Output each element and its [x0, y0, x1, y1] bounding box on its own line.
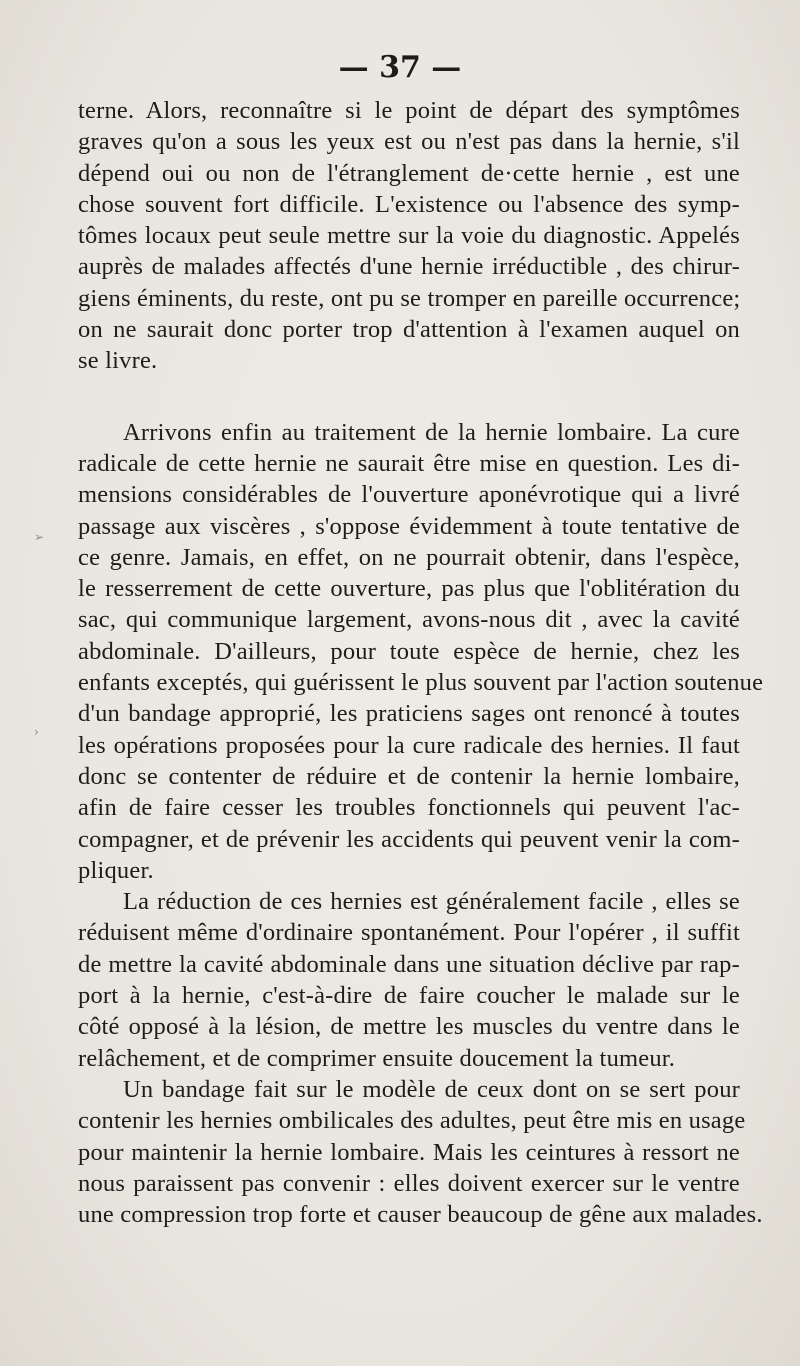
text-line: enfants exceptés, qui guérissent le plus souvent par l'action soutenue — [78, 669, 764, 697]
text-line: le resserrement de cette ouverture, pas plus que l'oblitération du — [78, 575, 740, 603]
text-line: auprès de malades affectés d'une hernie irréductible , des chirur- — [78, 253, 740, 281]
text-line: mensions considérables de l'ouverture aponévrotique qui a livré — [78, 481, 740, 509]
text-line: pour maintenir la hernie lombaire. Mais les ceintures à ressort ne — [78, 1138, 740, 1166]
text-line: abdominale. D'ailleurs, pour toute espèce de hernie, chez les — [78, 637, 740, 665]
text-line: Un bandage fait sur le modèle de ceux dont on se sert pour — [123, 1075, 740, 1103]
text-line: tômes locaux peut seule mettre sur la voie du diagnostic. Appelés — [78, 222, 740, 250]
text-line: Arrivons enfin au traitement de la hernie lombaire. La cure — [123, 418, 740, 446]
text-line: de mettre la cavité abdominale dans une situation déclive par rap- — [78, 950, 740, 978]
text-line: contenir les hernies ombilicales des adultes, peut être mis en usage — [78, 1107, 746, 1135]
text-line: donc se contenter de réduire et de contenir la hernie lombaire, — [78, 762, 740, 790]
text-line: radicale de cette hernie ne saurait être mise en question. Les di- — [78, 449, 740, 477]
text-line: d'un bandage approprié, les praticiens sages ont renoncé à toutes — [78, 700, 740, 728]
text-line: graves qu'on a sous les yeux est ou n'est pas dans la hernie, s'il — [78, 128, 740, 156]
text-line: les opérations proposées pour la cure radicale des hernies. Il faut — [78, 731, 740, 759]
text-line: afin de faire cesser les troubles fonctionnels qui peuvent l'ac- — [78, 794, 740, 822]
text-line: relâchement, et de comprimer ensuite doucement la tumeur. — [78, 1044, 676, 1072]
text-line: on ne saurait donc porter trop d'attention à l'examen auquel on — [78, 316, 740, 344]
paragraph — [78, 95, 740, 377]
text-line: nous paraissent pas convenir : elles doivent exercer sur le ventre — [78, 1169, 740, 1197]
text-line: ce genre. Jamais, en effet, on ne pourrait obtenir, dans l'espèce, — [78, 543, 740, 571]
paragraph — [78, 886, 740, 1074]
margin-mark: ➢ — [34, 530, 45, 544]
text-line: sac, qui communique largement, avons-nous dit , avec la cavité — [78, 606, 740, 634]
page-number: — 37 — — [338, 50, 462, 85]
text-line: chose souvent fort difficile. L'existence ou l'absence des symp- — [78, 190, 740, 218]
paragraph — [78, 1074, 763, 1230]
text-line: se livre. — [78, 347, 158, 375]
text-line: compagner, et de prévenir les accidents qui peuvent venir la com- — [78, 825, 740, 853]
text-line: dépend oui ou non de l'étranglement de·cette hernie , est une — [78, 159, 740, 187]
text-line: terne. Alors, reconnaître si le point de départ des symptômes — [78, 97, 740, 124]
text-line: passage aux viscères , s'oppose évidemment à toute tentative de — [78, 512, 740, 540]
text-body — [78, 95, 764, 1230]
margin-mark: › — [34, 725, 39, 739]
text-line: pliquer. — [78, 856, 154, 884]
text-line: giens éminents, du reste, ont pu se tromper en pareille occurrence; — [78, 284, 741, 312]
text-line: La réduction de ces hernies est généralement facile , elles se — [123, 888, 740, 916]
text-line: port à la hernie, c'est-à-dire de faire coucher le malade sur le — [78, 982, 740, 1010]
text-line: une compression trop forte et causer beaucoup de gêne aux malades. — [78, 1201, 763, 1229]
text-line: côté opposé à la lésion, de mettre les muscles du ventre dans le — [78, 1013, 740, 1041]
paragraph — [78, 417, 764, 886]
text-line: réduisent même d'ordinaire spontanément. Pour l'opérer , il suffit — [78, 919, 740, 947]
